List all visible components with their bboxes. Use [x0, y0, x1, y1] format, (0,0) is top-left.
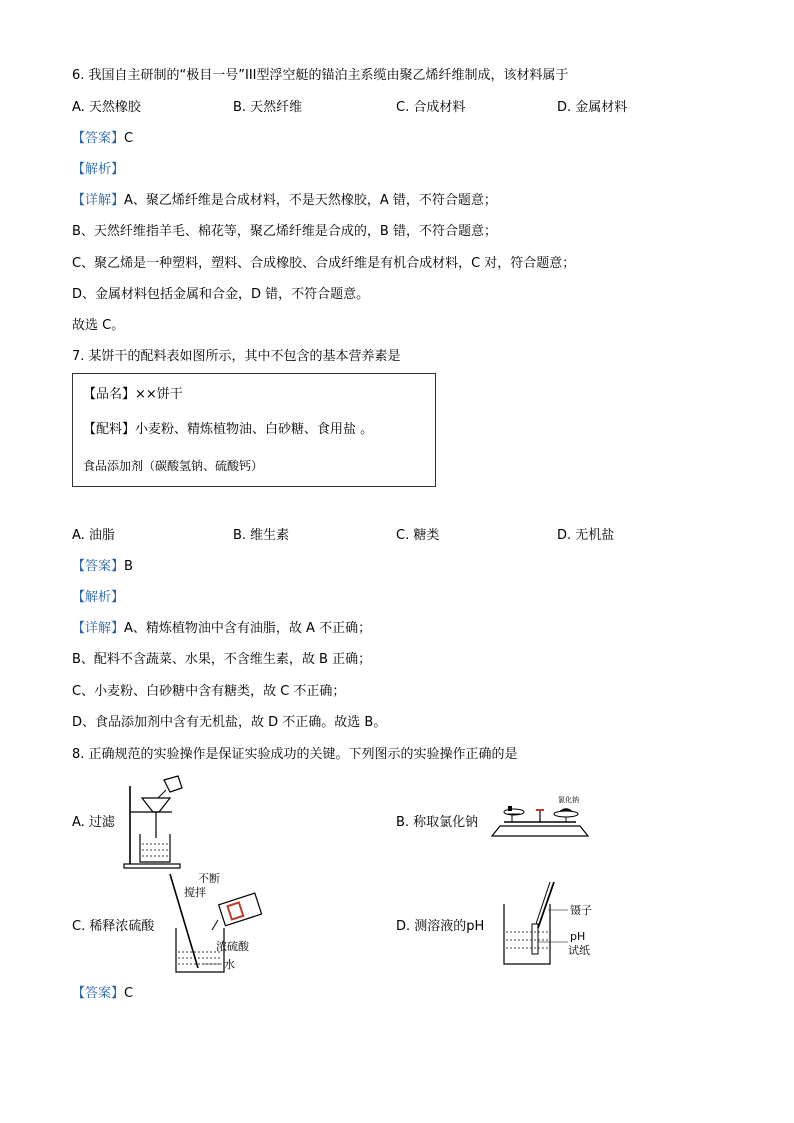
- q7-option-d: D. 无机盐: [557, 528, 615, 543]
- q8-option-b: B. 称取氯化钠: [396, 815, 479, 830]
- q6-detail-line-3: C、聚乙烯是一种塑料，塑料、合成橡胶、合成纤维是有机合成材料，C 对，符合题意；: [72, 256, 576, 271]
- acid-label: 浓硫酸: [216, 940, 249, 953]
- q6-detail-line-4: D、金属材料包括金属和合金，D 错，不符合题意。: [72, 287, 370, 302]
- product-name: 【品名】××饼干: [83, 387, 183, 402]
- q6-detail-line-2: B、天然纤维指羊毛、棉花等，聚乙烯纤维是合成的，B 错，不符合题意；: [72, 224, 497, 239]
- answer-value: C: [124, 131, 134, 146]
- ph-label: pH: [570, 930, 586, 943]
- q7-option-a: A. 油脂: [72, 528, 115, 543]
- q7-option-c: C. 糖类: [396, 528, 440, 543]
- q8-option-c: C. 稀释浓硫酸: [72, 919, 155, 934]
- detail-text: A、精炼植物油中含有油脂，故 A 不正确；: [124, 621, 372, 636]
- dilution-figure: [170, 872, 260, 976]
- q6-detail-line-1: [72, 192, 497, 210]
- q6-analysis-tag: 【解析】: [72, 162, 125, 177]
- q7-detail-line-1: [72, 620, 371, 638]
- q8-stem: 8. 正确规范的实验操作是保证实验成功的关键。下列图示的实验操作正确的是: [72, 747, 518, 762]
- filtration-figure: [124, 776, 186, 870]
- answer-tag: 【答案】: [72, 131, 125, 146]
- q6-answer: [72, 130, 133, 148]
- detail-tag: 【详解】: [72, 193, 125, 208]
- q7-detail-line-4: D、食品添加剂中含有无机盐，故 D 不正确。故选 B。: [72, 715, 387, 730]
- q7-detail-line-2: B、配料不含蔬菜、水果，不含维生素，故 B 正确；: [72, 652, 372, 667]
- stir-label-2: 搅拌: [184, 886, 206, 899]
- q7-detail-line-3: C、小麦粉、白砂糖中含有糖类，故 C 不正确；: [72, 684, 346, 699]
- q6-option-a: A. 天然橡胶: [72, 100, 141, 115]
- answer-value: B: [124, 559, 133, 574]
- q7-stem: 7. 某饼干的配料表如图所示，其中不包含的基本营养素是: [72, 349, 401, 364]
- additives: 食品添加剂（碳酸氢钠、硫酸钙）: [83, 459, 264, 473]
- ingredients: 【配料】小麦粉、精炼植物油、白砂糖、食用盐 。: [83, 422, 374, 437]
- q8-option-a: A. 过滤: [72, 815, 115, 830]
- paper-label: 试纸: [568, 944, 590, 957]
- q6-stem: 6. 我国自主研制的“极目一号”III型浮空艇的锚泊主系缆由聚乙烯纤维制成，该材料属于: [72, 68, 569, 83]
- detail-text: A、聚乙烯纤维是合成材料，不是天然橡胶，A 错，不符合题意；: [124, 193, 497, 208]
- ingredient-box: [72, 373, 436, 487]
- q8-answer: [72, 985, 133, 1003]
- tweezers-label: 镊子: [570, 904, 592, 917]
- water-label: 水: [224, 958, 235, 971]
- q6-option-b: B. 天然纤维: [233, 100, 303, 115]
- q7-option-b: B. 维生素: [233, 528, 290, 543]
- answer-tag: 【答案】: [72, 986, 125, 1001]
- q7-answer: [72, 558, 133, 576]
- q7-analysis-tag: 【解析】: [72, 590, 125, 605]
- answer-value: C: [124, 986, 134, 1001]
- detail-tag: 【详解】: [72, 621, 125, 636]
- nacl-label: 氯化钠: [558, 796, 579, 804]
- q6-option-c: C. 合成材料: [396, 100, 466, 115]
- answer-tag: 【答案】: [72, 559, 125, 574]
- q6-option-d: D. 金属材料: [557, 100, 628, 115]
- q6-conclusion: 故选 C。: [72, 318, 125, 333]
- ph-test-figure: [502, 880, 602, 966]
- q8-option-d: D. 测溶液的pH: [396, 919, 485, 934]
- stir-label-1: 不断: [198, 872, 220, 885]
- balance-figure: [488, 792, 592, 842]
